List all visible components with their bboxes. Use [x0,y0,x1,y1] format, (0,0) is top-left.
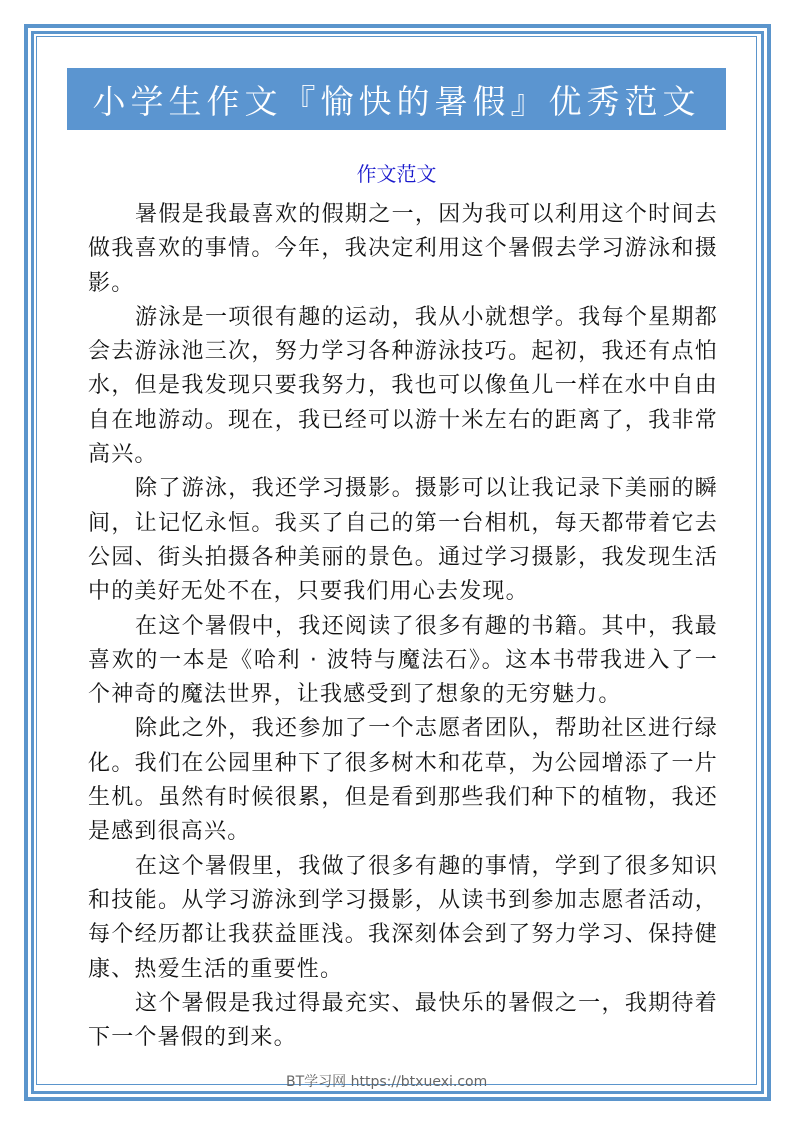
paragraph: 这个暑假是我过得最充实、最快乐的暑假之一，我期待着下一个暑假的到来。 [88,990,718,1051]
essay-body [88,198,718,1055]
paragraph: 在这个暑假中，我还阅读了很多有趣的书籍。其中，我最喜欢的一本是《哈利 · 波特与魔法石》。这本书带我进入了一个神奇的魔法世界，让我感受到了想象的无穷魅力。 [88,613,718,708]
paragraph: 除了游泳，我还学习摄影。摄影可以让我记录下美丽的瞬间，让记忆永恒。我买了自己的第一台相机，每天都带着它去公园、街头拍摄各种美丽的景色。通过学习摄影，我发现生活中的美好无处不在，只要我们用心去发现。 [88,476,718,605]
paragraph: 暑假是我最喜欢的假期之一，因为我可以利用这个时间去做我喜欢的事情。今年，我决定利用这个暑假去学习游泳和摄影。 [88,202,718,296]
title-banner [67,68,726,130]
paragraph: 在这个暑假里，我做了很多有趣的事情，学到了很多知识和技能。从学习游泳到学习摄影，从读书到参加志愿者活动，每个经历都让我获益匪浅。我深刻体会到了努力学习、保持健康、热爱生活的重要性。 [88,853,718,982]
paragraph: 游泳是一项很有趣的运动，我从小就想学。我每个星期都会去游泳池三次，努力学习各种游泳技巧。起初，我还有点怕水，但是我发现只要我努力，我也可以像鱼儿一样在水中自由自在地游动。现在，我已经可以游十米左右的距离了，我非常高兴。 [88,304,718,468]
footer-watermark: BT学习网 https://btxuexi.com [286,1074,488,1090]
page-title: 小学生作文『愉快的暑假』优秀范文 [92,81,701,121]
section-subtitle: 作文范文 [356,162,437,186]
paragraph: 除此之外，我还参加了一个志愿者团队，帮助社区进行绿化。我们在公园里种下了很多树木和花草，为公园增添了一片生机。虽然有时候很累，但是看到那些我们种下的植物，我还是感到很高兴。 [88,716,718,845]
